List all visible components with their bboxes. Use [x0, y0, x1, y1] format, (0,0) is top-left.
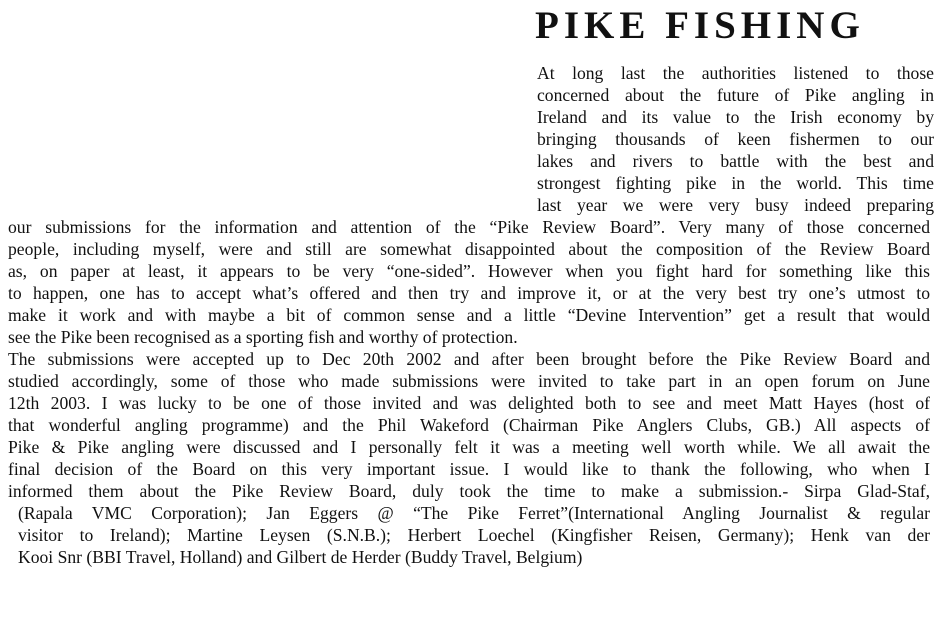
body-line: concerned about the future of Pike angling in [537, 85, 934, 105]
body-line: informed them about the Pike Review Board, duly took the time to make a submission.- Sirpa Glad-Staf, [8, 481, 930, 501]
body-line: At long last the authorities listened to those [537, 63, 934, 83]
body-line: that wonderful angling programme) and the Phil Wakeford (Chairman Pike Anglers Clubs, GB.) All aspects of [8, 415, 930, 435]
body-line: make it work and with maybe a bit of common sense and a little “Devine Intervention” get a result that would [8, 305, 930, 325]
body-line: as, on paper at least, it appears to be very “one-sided”. However when you fight hard for something like this [8, 261, 930, 281]
body-line: lakes and rivers to battle with the best and [537, 151, 934, 171]
body-line: final decision of the Board on this very important issue. I would like to thank the following, who when I [8, 459, 930, 479]
article-title: PIKE FISHING [535, 4, 865, 47]
body-line: strongest fighting pike in the world. This time [537, 173, 934, 193]
body-line: bringing thousands of keen fishermen to our [537, 129, 934, 149]
body-line: (Rapala VMC Corporation); Jan Eggers @ “The Pike Ferret”(International Angling Journalist & regular [18, 503, 930, 523]
body-line: see the Pike been recognised as a sporting fish and worthy of protection. [8, 327, 518, 347]
body-line: people, including myself, were and still are somewhat disappointed about the composition of the Review Board [8, 239, 930, 259]
body-line: Ireland and its value to the Irish economy by [537, 107, 934, 127]
body-line: The submissions were accepted up to Dec 20th 2002 and after been brought before the Pike Review Board and [8, 349, 930, 369]
body-line: to happen, one has to accept what’s offered and then try and improve it, or at the very best try one’s utmost to [8, 283, 930, 303]
body-line: Pike & Pike angling were discussed and I personally felt it was a meeting well worth while. We all await the [8, 437, 930, 457]
body-line: our submissions for the information and attention of the “Pike Review Board”. Very many of those concerned [8, 217, 930, 237]
body-line: 12th 2003. I was lucky to be one of those invited and was delighted both to see and meet Matt Hayes (host of [8, 393, 930, 413]
body-line: studied accordingly, some of those who made submissions were invited to take part in an open forum on June [8, 371, 930, 391]
body-line: Kooi Snr (BBI Travel, Holland) and Gilbert de Herder (Buddy Travel, Belgium) [18, 547, 583, 567]
body-line: visitor to Ireland); Martine Leysen (S.N.B.); Herbert Loechel (Kingfisher Reisen, Germany); Henk van der [18, 525, 930, 545]
body-line: last year we were very busy indeed preparing [537, 195, 934, 215]
